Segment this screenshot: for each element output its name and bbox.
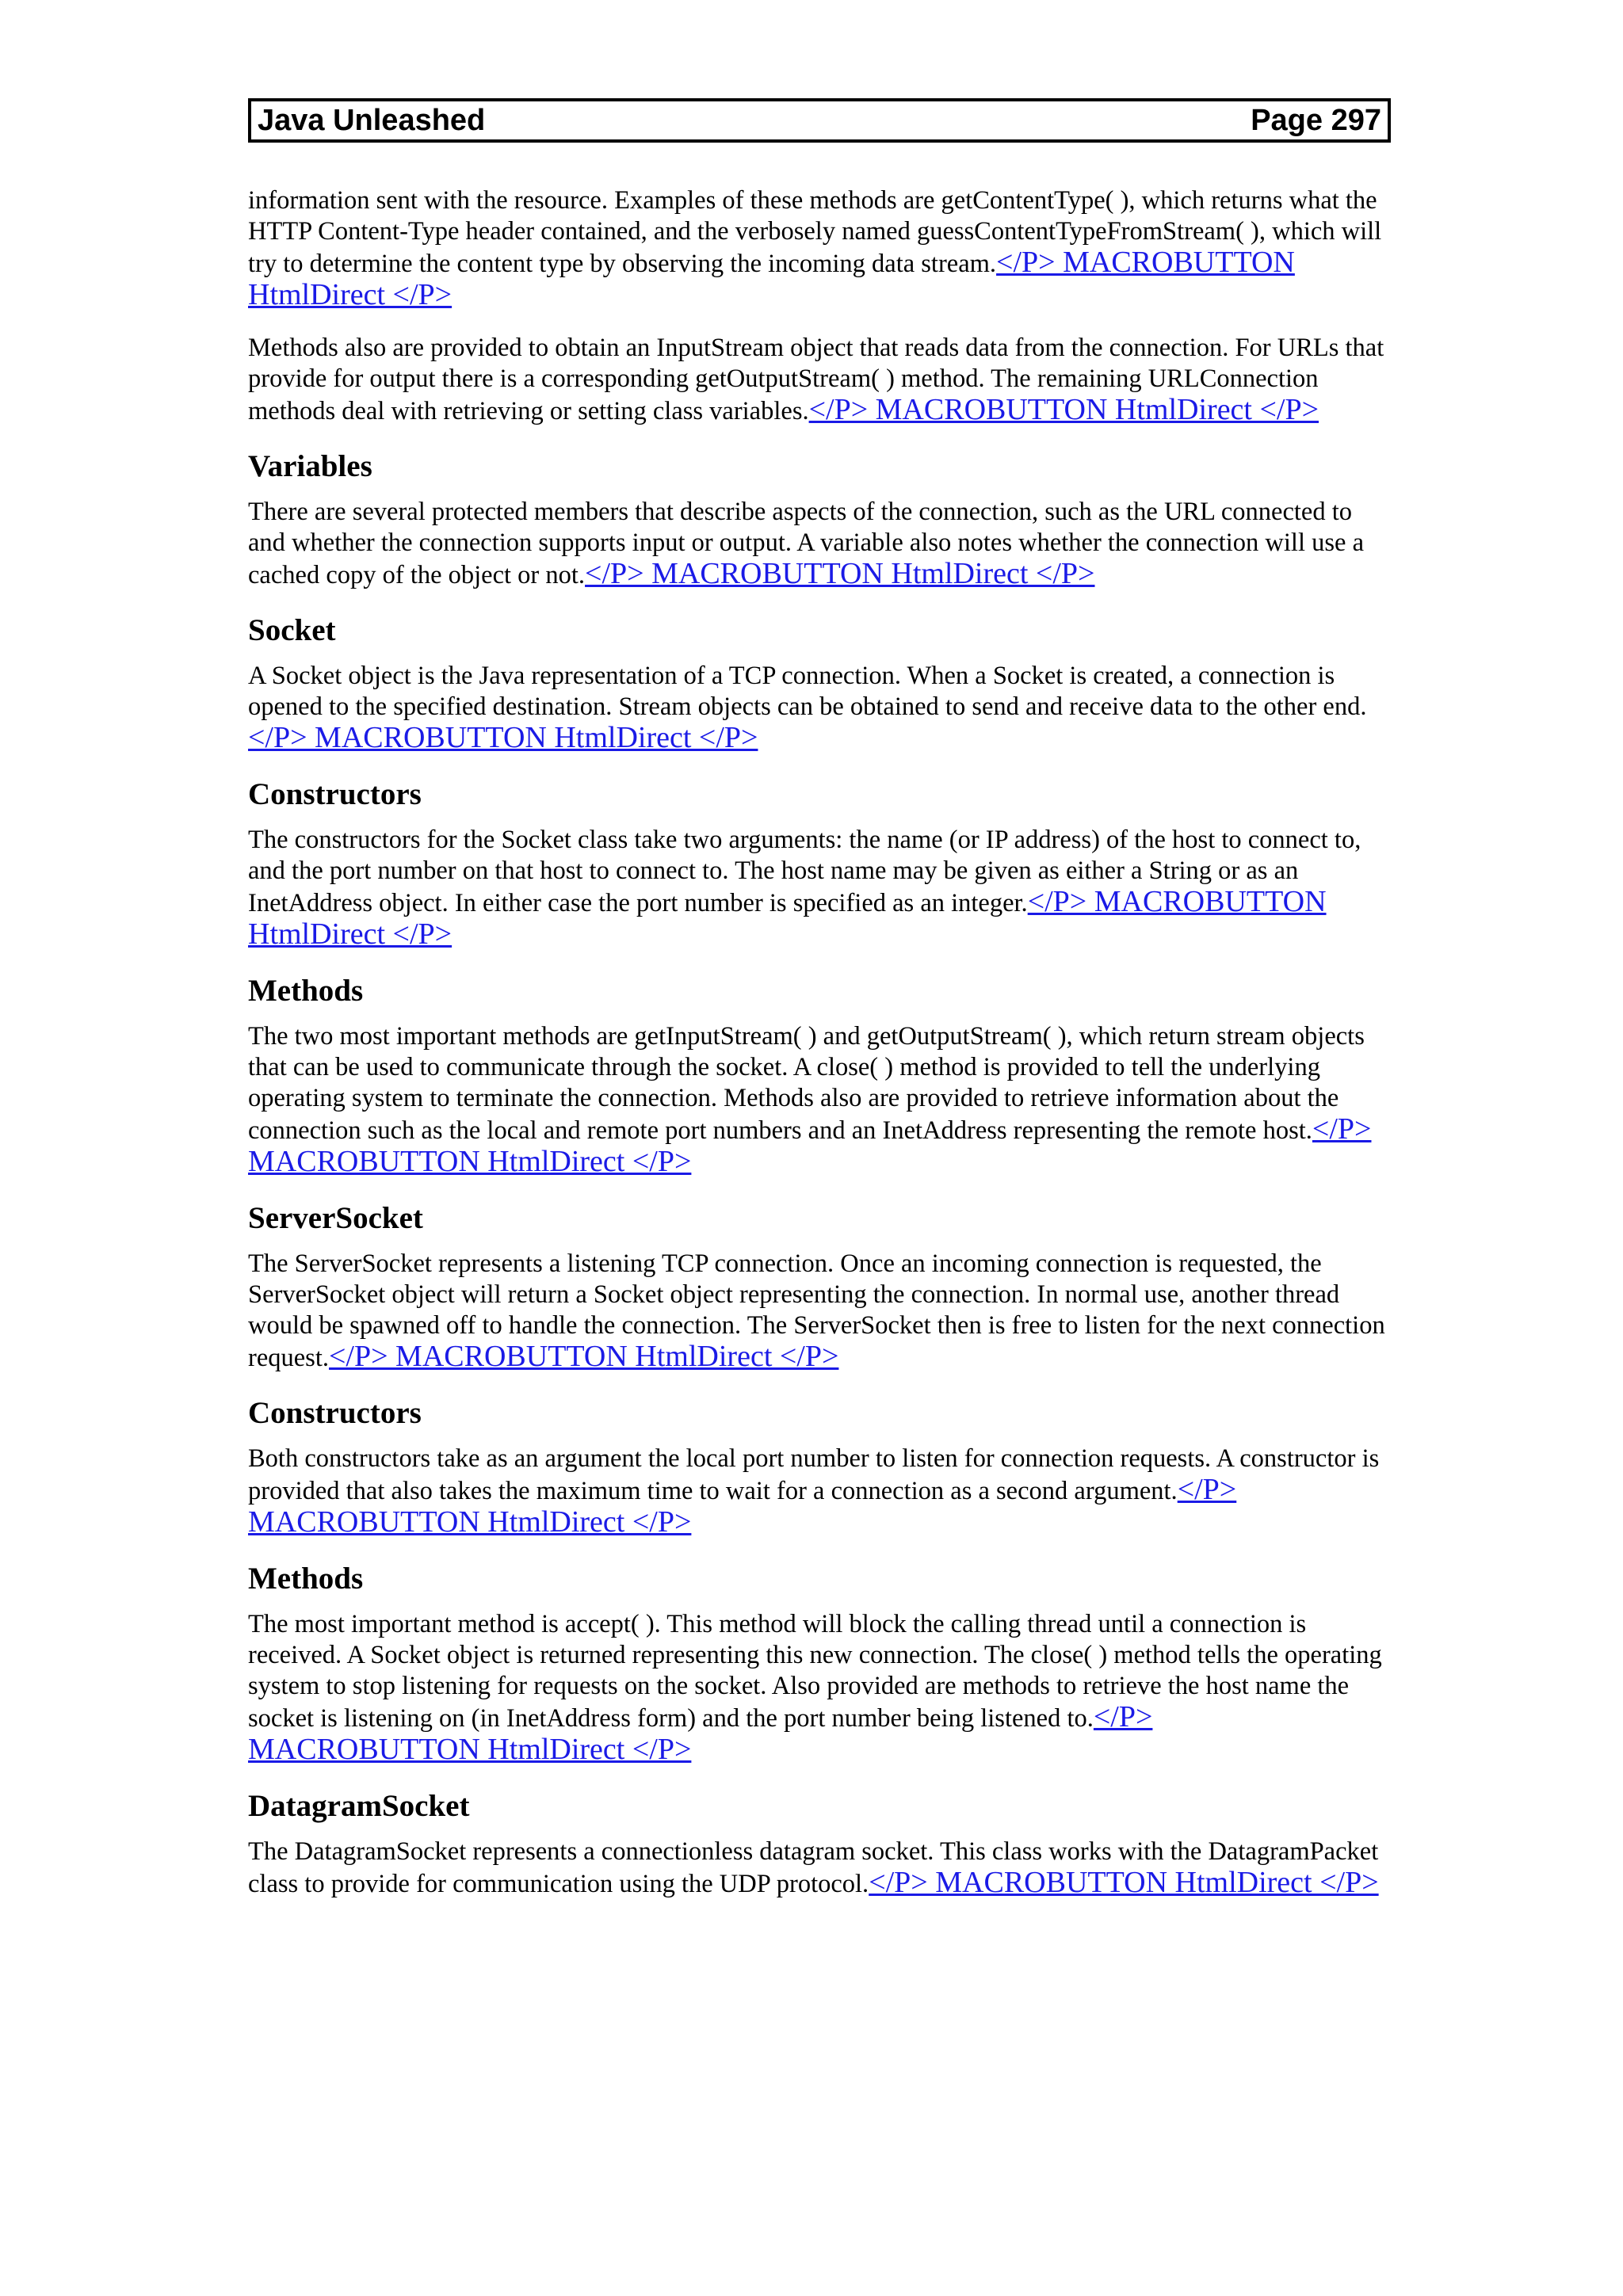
paragraph: The ServerSocket represents a listening TCP connection. Once an incoming connection is requested, the ServerSocket object will return a Socket object representing the connection. In normal use, another thread would be spawned off to handle the connection. The ServerSocket then is free to listen for the next connection request.</P> MACROBUTTON HtmlDirect </P> (248, 1249, 1385, 1373)
paragraph: The two most important methods are getInputStream( ) and getOutputStream( ), which return stream objects that can be used to communicate through the socket. A close( ) method is provided to tell the underlying operating system to terminate the connection. Methods also are provided to retrieve information about the connection such as the local and remote port numbers and an InetAddress representing the remote host.</P> MACROBUTTON HtmlDirect </P> (248, 1022, 1372, 1178)
section-heading: ServerSocket (248, 1201, 423, 1235)
section-heading: Socket (248, 613, 336, 647)
macrobutton-link[interactable]: </P> MACROBUTTON HtmlDirect </P> (248, 1700, 1153, 1766)
macrobutton-link[interactable]: </P> MACROBUTTON HtmlDirect </P> (585, 557, 1095, 590)
book-title: Java Unleashed (258, 103, 486, 137)
paragraph: A Socket object is the Java representation of a TCP connection. When a Socket is created, a connection is opened to the specified destination. Stream objects can be obtained to send and receive data to the other end.</P> MACROBUTTON HtmlDirect </P> (248, 662, 1367, 754)
section-heading: Constructors (248, 777, 422, 811)
running-header (248, 98, 1391, 143)
section-heading: Variables (248, 449, 372, 483)
section-heading: Constructors (248, 1396, 422, 1430)
macrobutton-link[interactable]: </P> MACROBUTTON HtmlDirect </P> (248, 1473, 1237, 1539)
section-heading: DatagramSocket (248, 1789, 470, 1823)
paragraph: Both constructors take as an argument the local port number to listen for connection requests. A constructor is provided that also takes the maximum time to wait for a connection as a second argument.</P> MACROBUTTON HtmlDirect </P> (248, 1444, 1380, 1539)
paragraph: information sent with the resource. Examples of these methods are getContentType( ), which returns what the HTTP Content-Type header contained, and the verbosely named guessContentTypeFromStream( ), which will try to determine the content type by observing the incoming data stream.</P> MACROBUTTON HtmlDirect </P> (248, 186, 1382, 311)
macrobutton-link[interactable]: </P> MACROBUTTON HtmlDirect </P> (248, 885, 1327, 951)
section-heading: Methods (248, 974, 364, 1008)
section-heading: Methods (248, 1562, 364, 1596)
macrobutton-link[interactable]: </P> MACROBUTTON HtmlDirect </P> (869, 1866, 1379, 1899)
paragraph: The most important method is accept( ). This method will block the calling thread until a connection is received. A Socket object is returned representing this new connection. The close( ) method tells the operating system to stop listening for requests on the socket. Also provided are methods to retrieve the host name the socket is listening on (in InetAddress form) and the port number being listened to.</P> MACROBUTTON HtmlDirect </P> (248, 1610, 1382, 1766)
macrobutton-link[interactable]: </P> MACROBUTTON HtmlDirect </P> (248, 1112, 1372, 1178)
paragraph: The constructors for the Socket class take two arguments: the name (or IP address) of the host to connect to, and the port number on that host to connect to. The host name may be given as either a String or as an InetAddress object. In either case the port number is specified as an integer.</P> MACROBUTTON HtmlDirect </P> (248, 826, 1361, 951)
document-page (248, 98, 1391, 1920)
macrobutton-link[interactable]: </P> MACROBUTTON HtmlDirect </P> (328, 1340, 839, 1373)
macrobutton-link[interactable]: </P> MACROBUTTON HtmlDirect </P> (248, 246, 1295, 311)
paragraph: Methods also are provided to obtain an InputStream object that reads data from the connection. For URLs that provide for output there is a corresponding getOutputStream( ) method. The remaining URLConnection methods deal with retrieving or setting class variables.</P> MACROBUTTON HtmlDirect </P> (248, 334, 1384, 426)
macrobutton-link[interactable]: </P> MACROBUTTON HtmlDirect </P> (808, 393, 1319, 426)
page-number: Page 297 (1251, 103, 1381, 137)
macrobutton-link[interactable]: </P> MACROBUTTON HtmlDirect </P> (248, 721, 758, 754)
paragraph: There are several protected members that describe aspects of the connection, such as the URL connected to and whether the connection supports input or output. A variable also notes whether the connection will use a cached copy of the object or not.</P> MACROBUTTON HtmlDirect </P> (248, 498, 1364, 590)
paragraph: The DatagramSocket represents a connectionless datagram socket. This class works with the DatagramPacket class to provide for communication using the UDP protocol.</P> MACROBUTTON HtmlDirect </P> (248, 1837, 1379, 1899)
